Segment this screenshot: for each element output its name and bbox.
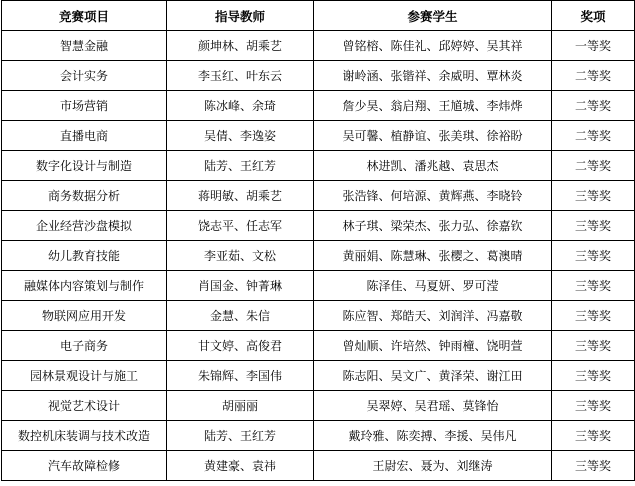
competition-cell: 企业经营沙盘模拟 [2, 211, 167, 241]
competition-cell: 智慧金融 [2, 31, 167, 61]
table-body [2, 31, 635, 481]
table-row [2, 61, 635, 91]
table-row [2, 91, 635, 121]
award-cell: 三等奖 [552, 451, 635, 481]
award-cell: 三等奖 [552, 211, 635, 241]
award-cell: 三等奖 [552, 361, 635, 391]
competition-cell: 市场营销 [2, 91, 167, 121]
advisor-cell: 蒋明敏、胡乘艺 [167, 181, 314, 211]
advisor-cell: 李玉红、叶东云 [167, 61, 314, 91]
students-cell: 王尉宏、聂为、刘继涛 [314, 451, 552, 481]
advisor-cell: 李亚茹、文松 [167, 241, 314, 271]
table-row [2, 241, 635, 271]
students-cell: 黄丽娟、陈慧琳、张樱之、葛澳晴 [314, 241, 552, 271]
award-cell: 三等奖 [552, 391, 635, 421]
students-cell: 詹少昊、翁启翔、王馗城、李炜烨 [314, 91, 552, 121]
competition-cell: 幼儿教育技能 [2, 241, 167, 271]
award-cell: 三等奖 [552, 241, 635, 271]
students-cell: 陈应智、郑皓天、刘润洋、冯嘉敬 [314, 301, 552, 331]
advisor-cell: 陆芳、王红芳 [167, 151, 314, 181]
advisor-cell: 吴倩、李逸姿 [167, 121, 314, 151]
award-cell: 三等奖 [552, 181, 635, 211]
table-row [2, 361, 635, 391]
students-cell: 林进凯、潘兆越、袁思杰 [314, 151, 552, 181]
competition-cell: 物联网应用开发 [2, 301, 167, 331]
advisor-cell: 金慧、朱信 [167, 301, 314, 331]
advisor-cell: 陈冰峰、余琦 [167, 91, 314, 121]
competition-cell: 电子商务 [2, 331, 167, 361]
table-row [2, 301, 635, 331]
table-row [2, 121, 635, 151]
competition-cell: 汽车故障检修 [2, 451, 167, 481]
table-row [2, 451, 635, 481]
students-cell: 曾灿顺、许培然、钟雨橦、饶明萱 [314, 331, 552, 361]
competition-cell: 商务数据分析 [2, 181, 167, 211]
students-cell: 曾铭榕、陈佳礼、邱婷婷、吴其祥 [314, 31, 552, 61]
header-students: 参赛学生 [314, 1, 552, 31]
competition-cell: 园林景观设计与施工 [2, 361, 167, 391]
header-award: 奖项 [552, 1, 635, 31]
students-cell: 吴翠婷、吴君瑶、莫锋怡 [314, 391, 552, 421]
advisor-cell: 肖国金、钟菁琳 [167, 271, 314, 301]
award-cell: 二等奖 [552, 121, 635, 151]
competition-cell: 会计实务 [2, 61, 167, 91]
students-cell: 林子琪、梁荣杰、张力弘、徐嘉钦 [314, 211, 552, 241]
award-cell: 三等奖 [552, 421, 635, 451]
award-cell: 三等奖 [552, 271, 635, 301]
advisor-cell: 甘文婷、高俊君 [167, 331, 314, 361]
competition-cell: 视觉艺术设计 [2, 391, 167, 421]
competition-cell: 数控机床装调与技术改造 [2, 421, 167, 451]
table-row [2, 271, 635, 301]
competition-cell: 直播电商 [2, 121, 167, 151]
students-cell: 吴可馨、植静谊、张美琪、徐裕盼 [314, 121, 552, 151]
header-row [2, 1, 635, 31]
table-row [2, 151, 635, 181]
award-cell: 三等奖 [552, 301, 635, 331]
table-row [2, 31, 635, 61]
award-cell: 二等奖 [552, 151, 635, 181]
awards-table [1, 0, 635, 481]
competition-cell: 数字化设计与制造 [2, 151, 167, 181]
advisor-cell: 颜坤林、胡乘艺 [167, 31, 314, 61]
students-cell: 谢岭涵、张锴祥、余威明、覃林炎 [314, 61, 552, 91]
advisor-cell: 陆芳、王红芳 [167, 421, 314, 451]
header-competition: 竞赛项目 [2, 1, 167, 31]
students-cell: 戴玲雅、陈奕搏、李援、吴伟凡 [314, 421, 552, 451]
advisor-cell: 黄建豪、袁祎 [167, 451, 314, 481]
header-advisor: 指导教师 [167, 1, 314, 31]
award-cell: 一等奖 [552, 31, 635, 61]
advisor-cell: 胡丽丽 [167, 391, 314, 421]
table-row [2, 181, 635, 211]
students-cell: 张浩锋、何培源、黄辉燕、李晓铃 [314, 181, 552, 211]
advisor-cell: 饶志平、任志军 [167, 211, 314, 241]
table-row [2, 331, 635, 361]
award-cell: 三等奖 [552, 331, 635, 361]
table-row [2, 391, 635, 421]
students-cell: 陈志阳、吴文广、黄泽荣、谢江田 [314, 361, 552, 391]
award-cell: 二等奖 [552, 61, 635, 91]
table-row [2, 421, 635, 451]
advisor-cell: 朱锦辉、李国伟 [167, 361, 314, 391]
award-cell: 二等奖 [552, 91, 635, 121]
competition-cell: 融媒体内容策划与制作 [2, 271, 167, 301]
students-cell: 陈泽佳、马夏妍、罗可滢 [314, 271, 552, 301]
table-row [2, 211, 635, 241]
